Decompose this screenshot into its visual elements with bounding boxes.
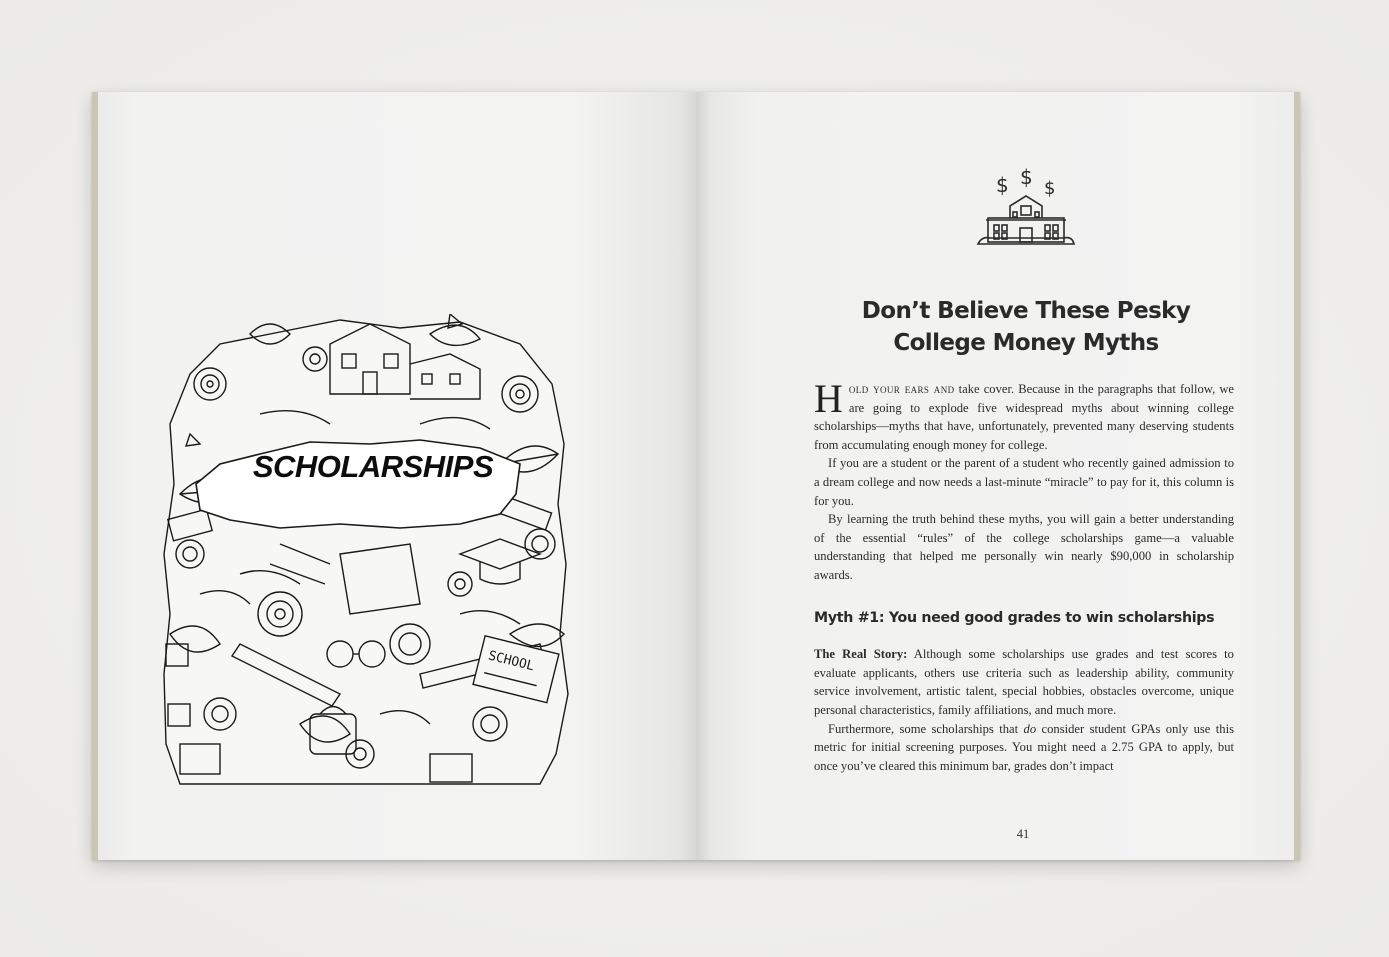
intro-text: take cover. Because in the paragraphs that follow, we are going to explode five widespread myths about winning college scholarships—myths that have, unfortunately, prevented many deserving students from accumulating enough money for college. bbox=[814, 382, 1234, 452]
scholarships-banner bbox=[238, 439, 508, 495]
title-line-2: College Money Myths bbox=[893, 330, 1159, 357]
p5-rest: consider student GPAs only use this metric for initial screening purposes. You might need a 2.75 GPA to apply, but once you’ve cleared this minimum bar, grades don’t impact bbox=[814, 721, 1234, 773]
paragraph-5 bbox=[814, 720, 1234, 776]
svg-text:$: $ bbox=[1020, 165, 1033, 189]
scholarships-doodle-illustration bbox=[160, 314, 572, 786]
school-money-icon bbox=[974, 162, 1078, 248]
intro-paragraph bbox=[814, 376, 1234, 454]
title-line-1: Don’t Believe These Pesky bbox=[861, 298, 1191, 325]
paragraph-2: If you are a student or the parent of a student who recently gained admission to a dream college and now needs a last-minute “miracle” to pay for it, this column is for you. bbox=[814, 456, 1234, 508]
scholarships-label: SCHOLARSHIPS bbox=[252, 449, 494, 484]
left-page bbox=[92, 92, 696, 860]
myth-1-heading: Myth #1: You need good grades to win scholarships bbox=[814, 609, 1215, 626]
open-book bbox=[92, 92, 1300, 860]
school-sign-text: SCHOOL bbox=[486, 648, 536, 675]
intro-smallcaps: old your ears and bbox=[848, 382, 955, 396]
right-page bbox=[696, 92, 1300, 860]
real-story-paragraph bbox=[814, 645, 1234, 719]
body-text bbox=[814, 376, 1234, 775]
page-number: 41 bbox=[1016, 827, 1030, 841]
p5-start: Furthermore, some scholarships that bbox=[828, 721, 1024, 736]
paragraph-3: By learning the truth behind these myths, you will gain a better understanding of the essential “rules” of the college scholarships game—a valuable understanding that helped me personally win nearly $90,000 in scholarship awards. bbox=[814, 512, 1234, 582]
svg-text:$: $ bbox=[996, 173, 1009, 197]
real-story-text: Although some scholarships use grades and test scores to evaluate applicants, others use criteria such as leadership ability, community service involvement, artistic talent, special hobbies, obstacles overcome, unique personal characteristics, family affiliations, and much more. bbox=[814, 647, 1234, 717]
page-title bbox=[806, 295, 1246, 359]
p5-emphasis: do bbox=[1023, 721, 1037, 736]
drop-cap: H bbox=[814, 376, 843, 421]
real-story-label: The Real Story: bbox=[814, 647, 908, 662]
svg-text:$: $ bbox=[1044, 178, 1056, 199]
